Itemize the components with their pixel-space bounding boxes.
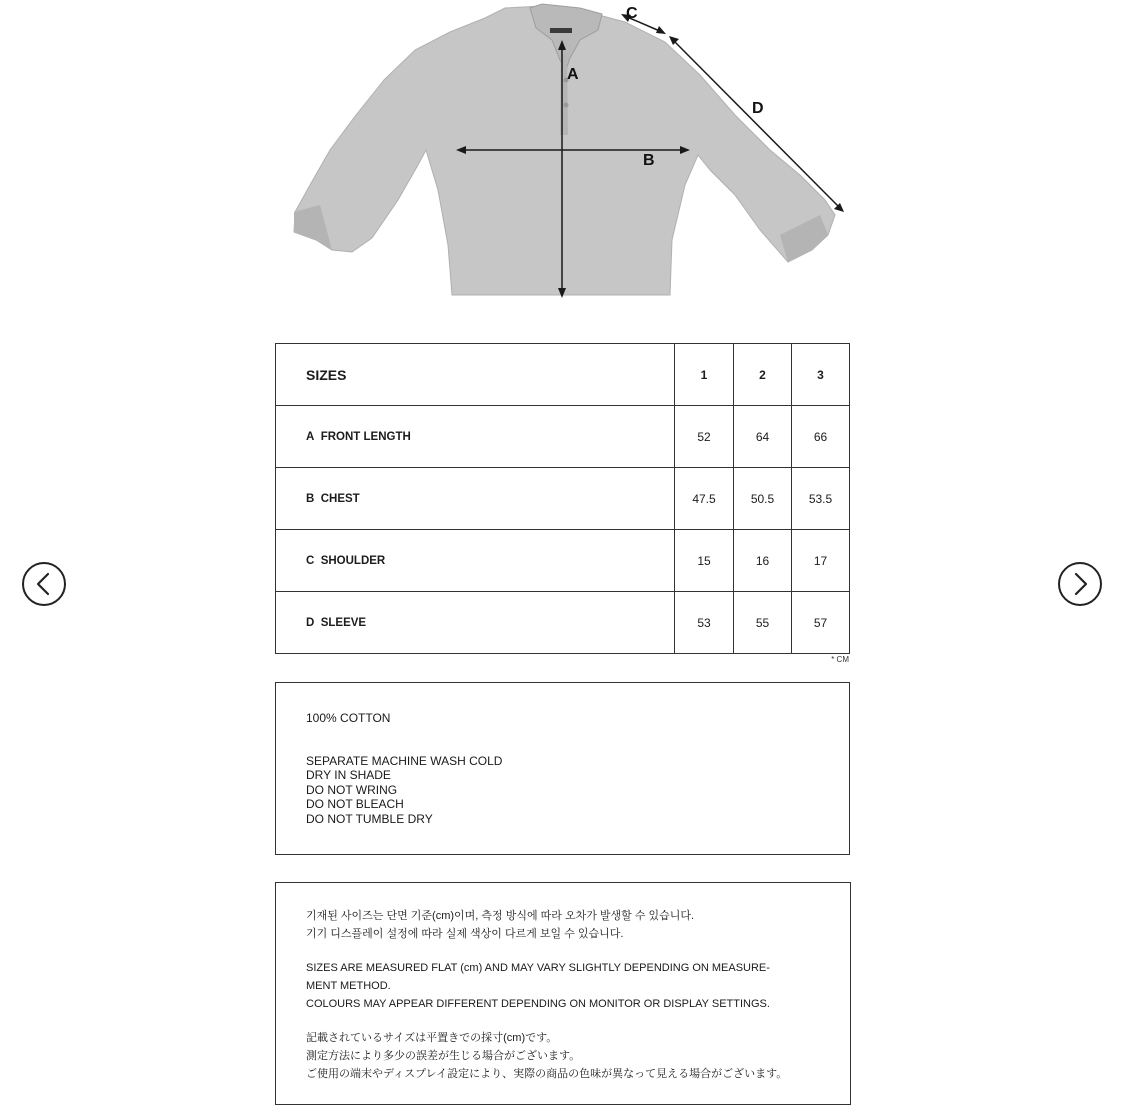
table-row xyxy=(276,530,850,592)
measurement-label: D SLEEVE xyxy=(276,592,675,654)
size-header-3: 3 xyxy=(792,344,850,406)
care-instruction: DO NOT WRING xyxy=(306,782,398,797)
notice-japanese: 記載されているサイズは平置きでの採寸(cm)です。 測定方法により多少の誤差が生じる場合がございます。 ご使用の端末やディスプレイ設定により、実際の商品の色味が異なって見える場合がございます。 xyxy=(306,1032,788,1080)
care-instruction: SEPARATE MACHINE WASH COLD xyxy=(306,753,503,768)
table-row xyxy=(276,406,850,468)
table-cell: 64 xyxy=(734,406,792,468)
table-cell: 57 xyxy=(792,592,850,654)
measurement-label: C SHOULDER xyxy=(276,530,675,592)
size-chart-table xyxy=(275,343,850,654)
garment-measurement-diagram xyxy=(280,0,860,305)
table-cell: 52 xyxy=(675,406,734,468)
table-cell: 15 xyxy=(675,530,734,592)
table-row xyxy=(276,592,850,654)
size-header-label: SIZES xyxy=(276,344,675,406)
previous-image-button[interactable] xyxy=(22,562,66,606)
table-cell: 53 xyxy=(675,592,734,654)
chevron-right-icon xyxy=(1060,564,1100,604)
chevron-left-icon xyxy=(24,564,64,604)
care-instructions-box xyxy=(275,682,850,855)
unit-note: * CM xyxy=(831,655,849,664)
care-instruction: DRY IN SHADE xyxy=(306,768,391,782)
table-header-row xyxy=(276,344,850,406)
next-image-button[interactable] xyxy=(1058,562,1102,606)
dimension-label-a: A xyxy=(567,66,579,83)
measurement-label: A FRONT LENGTH xyxy=(276,406,675,468)
dimension-label-d: D xyxy=(752,100,764,117)
sizing-notice-box xyxy=(275,882,851,1105)
size-header-2: 2 xyxy=(734,344,792,406)
table-cell: 50.5 xyxy=(734,468,792,530)
table-cell: 16 xyxy=(734,530,792,592)
table-cell: 66 xyxy=(792,406,850,468)
table-row xyxy=(276,468,850,530)
table-cell: 55 xyxy=(734,592,792,654)
table-cell: 53.5 xyxy=(792,468,850,530)
table-cell: 47.5 xyxy=(675,468,734,530)
button xyxy=(564,103,569,108)
measurement-label: B CHEST xyxy=(276,468,675,530)
care-instruction: DO NOT TUMBLE DRY xyxy=(306,811,433,826)
care-instruction: DO NOT BLEACH xyxy=(306,797,404,811)
notice-english: SIZES ARE MEASURED FLAT (cm) AND MAY VARY SLIGHTLY DEPENDING ON MEASURE- MENT METHOD. COLOURS MAY APPEAR DIFFERENT DEPENDING ON MONITOR OR DISPLAY SETTINGS. xyxy=(306,962,770,1010)
dimension-label-b: B xyxy=(643,152,655,169)
dimension-label-c: C xyxy=(626,5,638,22)
polo-shirt-illustration xyxy=(280,0,860,305)
table-cell: 17 xyxy=(792,530,850,592)
notice-korean: 기재된 사이즈는 단면 기준(cm)이며, 측정 방식에 따라 오차가 발생할 수 있습니다. 기기 디스플레이 설정에 따라 실제 색상이 다르게 보일 수 있습니다. xyxy=(306,910,695,940)
neck-label xyxy=(550,28,572,33)
size-header-1: 1 xyxy=(675,344,734,406)
material-text: 100% COTTON xyxy=(306,711,391,725)
